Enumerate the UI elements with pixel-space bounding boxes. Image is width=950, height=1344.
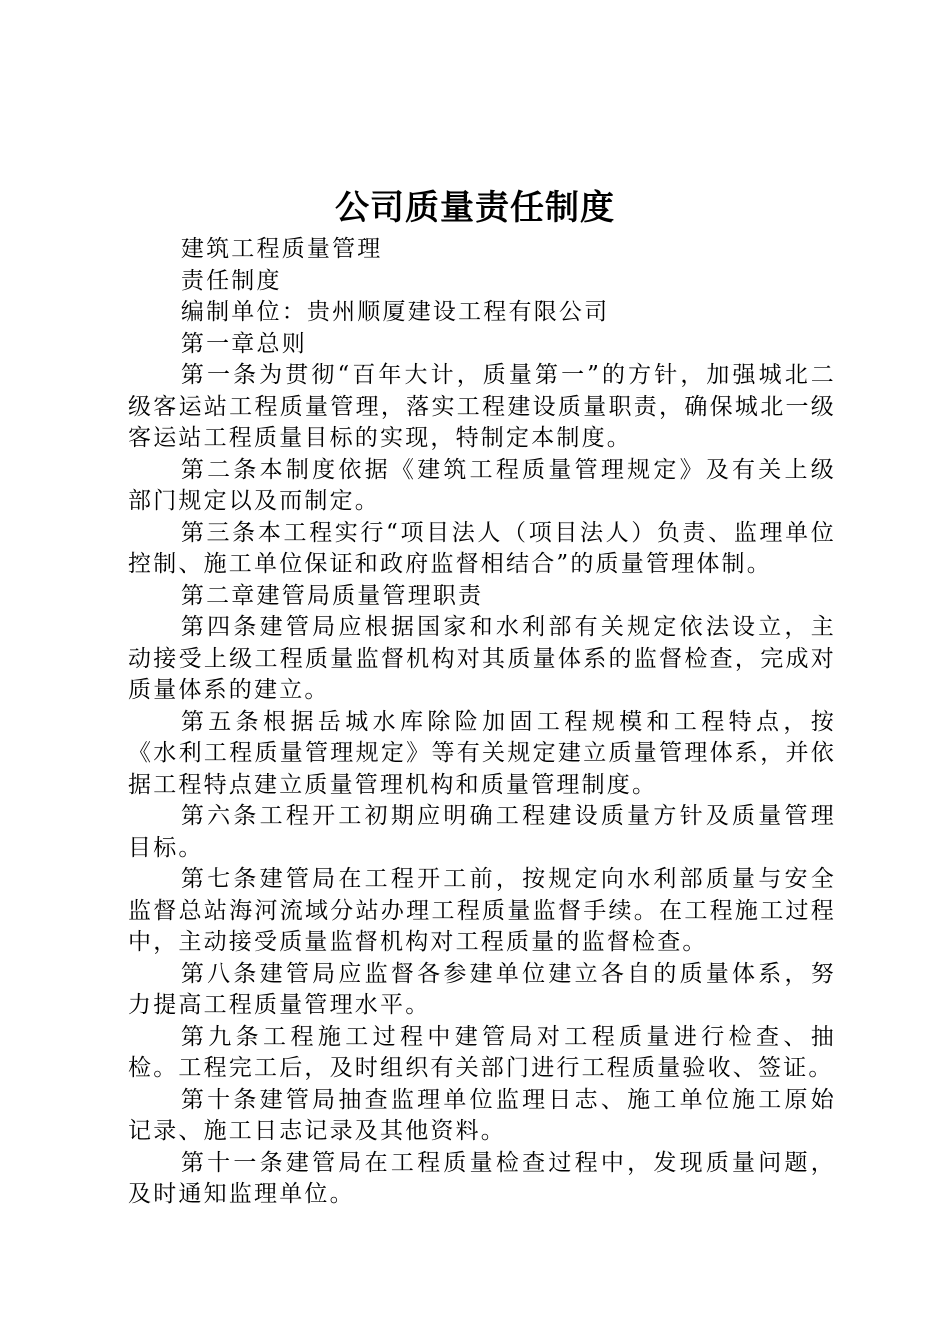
- chapter-heading: 第二章建管局质量管理职责: [180, 582, 484, 609]
- article-paragraph: 第九条工程施工过程中建管局对工程质量进行检查、抽检。工程完工后，及时组织有关部门进行工程质量验收、签证。: [128, 1023, 836, 1081]
- article-paragraph: 第一条为贯彻“百年大计，质量第一”的方针，加强城北二级客运站工程质量管理，落实工程建设质量职责，确保城北一级客运站工程质量目标的实现，特制定本制度。: [128, 362, 836, 451]
- article-paragraph: 第八条建管局应监督各参建单位建立各自的质量体系，努力提高工程质量管理水平。: [128, 960, 836, 1018]
- article-paragraph: 第三条本工程实行“项目法人（项目法人）负责、监理单位控制、施工单位保证和政府监督相结合”的质量管理体制。: [128, 519, 836, 577]
- article-paragraph: 第七条建管局在工程开工前，按规定向水利部质量与安全监督总站海河流域分站办理工程质量监督手续。在工程施工过程中，主动接受质量监督机构对工程质量的监督检查。: [128, 866, 836, 955]
- article-paragraph: 第四条建管局应根据国家和水利部有关规定依法设立，主动接受上级工程质量监督机构对其质量体系的监督检查，完成对质量体系的建立。: [128, 614, 836, 703]
- document-title: 公司质量责任制度: [335, 188, 615, 228]
- subtitle-line: 责任制度: [180, 267, 282, 294]
- article-paragraph: 第十一条建管局在工程质量检查过程中，发现质量问题，及时通知监理单位。: [128, 1149, 836, 1207]
- article-paragraph: 第二条本制度依据《建筑工程质量管理规定》及有关上级部门规定以及而制定。: [128, 456, 836, 514]
- document-body: [128, 234, 836, 1211]
- article-paragraph: 第五条根据岳城水库除险加固工程规模和工程特点，按《水利工程质量管理规定》等有关规定建立质量管理体系，并依据工程特点建立质量管理机构和质量管理制度。: [128, 708, 836, 798]
- article-paragraph: 第十条建管局抽查监理单位监理日志、施工单位施工原始记录、施工日志记录及其他资料。: [128, 1086, 836, 1144]
- article-paragraph: 第六条工程开工初期应明确工程建设质量方针及质量管理目标。: [128, 803, 836, 861]
- compiler-line: 编制单位：贵州顺厦建设工程有限公司: [180, 299, 610, 325]
- subtitle-line: 建筑工程质量管理: [180, 236, 383, 262]
- chapter-heading: 第一章总则: [180, 330, 307, 357]
